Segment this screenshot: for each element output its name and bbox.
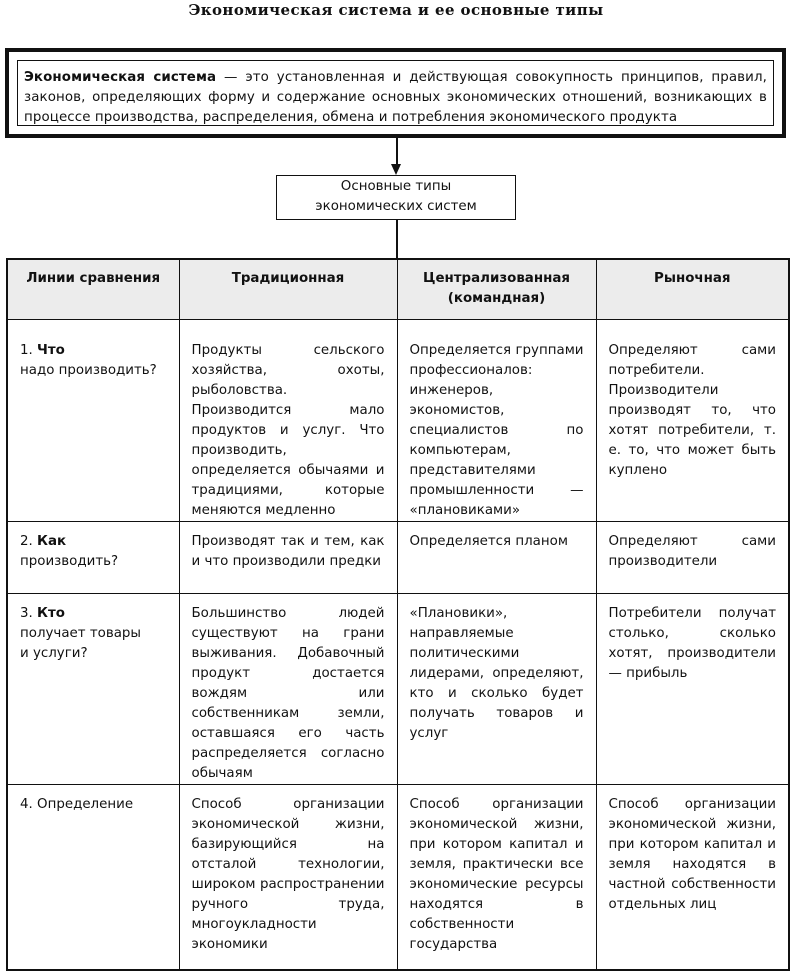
header-traditional: Традиционная	[179, 259, 397, 319]
line-cell	[7, 319, 179, 521]
market-cell: Способ организации экономической жизни, при котором капитал и земля находятся в частной собственности отдельных лиц	[596, 784, 789, 970]
traditional-cell: Продукты сельского хозяйства, охоты, рыболовства. Производится мало продуктов и услуг. Что производить, определяется обычаями и традициями, которые меняются медленно	[179, 319, 397, 521]
line-keyword: Как	[37, 533, 67, 549]
types-box	[276, 175, 516, 220]
header-market: Рыночная	[596, 259, 789, 319]
market-cell: Определяют сами производители	[596, 521, 789, 593]
connector-line-bottom	[396, 220, 398, 258]
line-question: надо производить?	[20, 362, 157, 378]
table-row	[7, 521, 789, 593]
definition-box	[5, 48, 786, 138]
line-cell	[7, 521, 179, 593]
page-title: Экономическая система и ее основные типы	[188, 1, 604, 19]
line-number: 3.	[20, 605, 38, 621]
traditional-cell: Большинство людей существуют на грани выживания. Добавочный продукт достается вождям или собственникам земли, оставшаяся его часть распределяется согласно обычаям	[179, 593, 397, 784]
centralized-cell: «Плановики», направляемые политическими лидерами, определяют, кто и сколько будет получать товаров и услуг	[397, 593, 596, 784]
table-header-row	[7, 259, 789, 319]
line-keyword: Кто	[37, 605, 65, 621]
definition-text	[17, 60, 774, 126]
table-row	[7, 593, 789, 784]
traditional-cell: Производят так и тем, как и что производили предки	[179, 521, 397, 593]
line-cell	[7, 784, 179, 970]
table-row	[7, 319, 789, 521]
market-cell: Определяют сами потребители. Производители производят то, что хотят потребители, т. е. то, что может быть куплено	[596, 319, 789, 521]
arrow-down-icon	[391, 164, 401, 175]
centralized-cell: Определяется планом	[397, 521, 596, 593]
line-keyword: Что	[37, 342, 65, 358]
centralized-cell: Определяется группами профессионалов: инженеров, экономистов, специалистов по компьютерам, представителями промышленности — «плановиками»	[397, 319, 596, 521]
traditional-cell: Способ организации экономической жизни, базирующийся на отсталой технологии, широком распространении ручного труда, многоукладности экономики	[179, 784, 397, 970]
definition-body: — это установленная и действующая совокупность принципов, правил, законов, определяющих форму и содержание основных экономических отношений, возникающих в процессе производства, распределения, обмена и потребления экономического продукта	[24, 70, 767, 125]
connector-line-top	[396, 138, 398, 165]
definition-term: Экономическая система	[24, 70, 217, 85]
types-box-line1: Основные типы	[340, 179, 452, 194]
line-question: получает товары и услуги?	[20, 625, 142, 661]
centralized-cell: Способ организации экономической жизни, при котором капитал и земля, практически все экономические ресурсы находятся в собственности государства	[397, 784, 596, 970]
market-cell: Потребители получат столько, сколько хотят, производители — прибыль	[596, 593, 789, 784]
header-centralized: Централизованная (командная)	[397, 259, 596, 319]
line-number: 2.	[20, 533, 38, 549]
line-number: 1.	[20, 342, 38, 358]
line-question: производить?	[20, 553, 119, 569]
line-number: 4. Определение	[20, 796, 134, 812]
comparison-table	[6, 258, 790, 971]
table-row	[7, 784, 789, 970]
line-cell	[7, 593, 179, 784]
header-comparison-lines: Линии сравнения	[7, 259, 179, 319]
types-box-line2: экономических систем	[315, 199, 477, 214]
